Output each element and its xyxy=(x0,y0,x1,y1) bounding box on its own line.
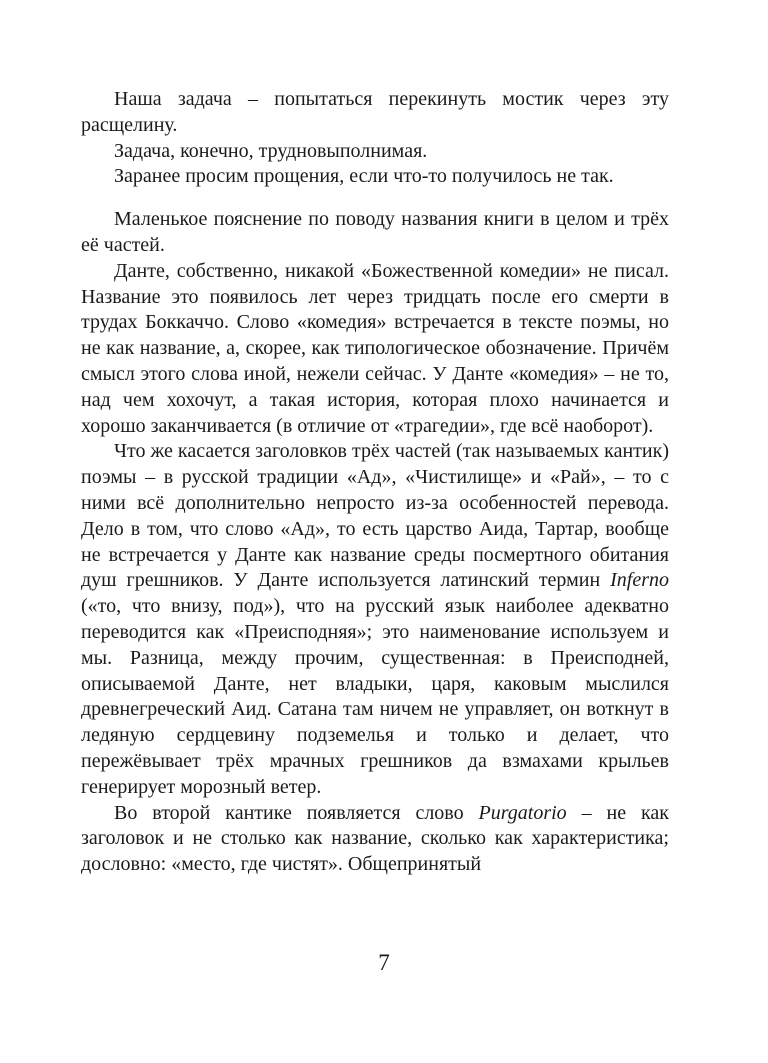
paragraph xyxy=(81,801,669,878)
paragraph: Маленькое пояснение по поводу названия книги в целом и трёх её частей. xyxy=(81,208,669,256)
paragraph xyxy=(81,439,669,800)
paragraph: Задача, конечно, трудновыполнимая. xyxy=(114,139,428,162)
paragraph: Наша задача – попытаться перекинуть мостик через эту расщелину. xyxy=(81,88,669,136)
paragraph: Данте, собственно, никакой «Божественной комедии» не писал. Название это появилось лет через тридцать после его смерти в трудах Боккаччо. Слово «комедия» встречается в тексте поэмы, но не как название, а, скорее, как типологическое обозначение. Причём смысл этого слова иной, нежели сейчас. У Данте «комедия» – не то, над чем хохочут, а такая история, которая плохо начинается и хорошо заканчивается (в отличие от «трагедии», где всё наоборот). xyxy=(81,259,669,437)
paragraph: Заранее просим прощения, если что-то получилось не так. xyxy=(114,165,614,188)
latin-term: Purgatorio xyxy=(478,801,567,824)
latin-term: Inferno xyxy=(610,569,669,592)
paragraph-text: («то, что внизу, под»), что на русский язык наиболее адекватно переводится как «Преисподняя»; это наименование используем и мы. Разница, между прочим, существенная: в Преисподней, описываемой Данте, нет владыки, царя, каковым мыслился древнегреческий Аид. Сатана там ничем не управляет, он воткнут в ледяную сердцевину подземелья и только и делает, что пережёвывает трёх мрачных грешников да взмахами крыльев генерирует морозный ветер. xyxy=(81,595,669,798)
paragraph-text: Что же касается заголовков трёх частей (так называемых кантик) поэмы – в русской традиции «Ад», «Чистилище» и «Рай», – то с ними всё дополнительно непросто из-за особенностей перевода. Дело в том, что слово «Ад», то есть царство Аида, Тартар, вообще не встречается у Данте как название среды посмертного обитания душ грешников. У Данте используется латинский термин xyxy=(81,440,669,592)
page-number: 7 xyxy=(378,950,390,975)
body-text xyxy=(81,87,669,878)
paragraph-text: Во второй кантике появляется слово xyxy=(114,801,479,824)
paragraph-text: – не как заголовок и не столько как название, сколько как характеристика; дословно: «место, где чистят». Общепринятый xyxy=(81,801,669,876)
